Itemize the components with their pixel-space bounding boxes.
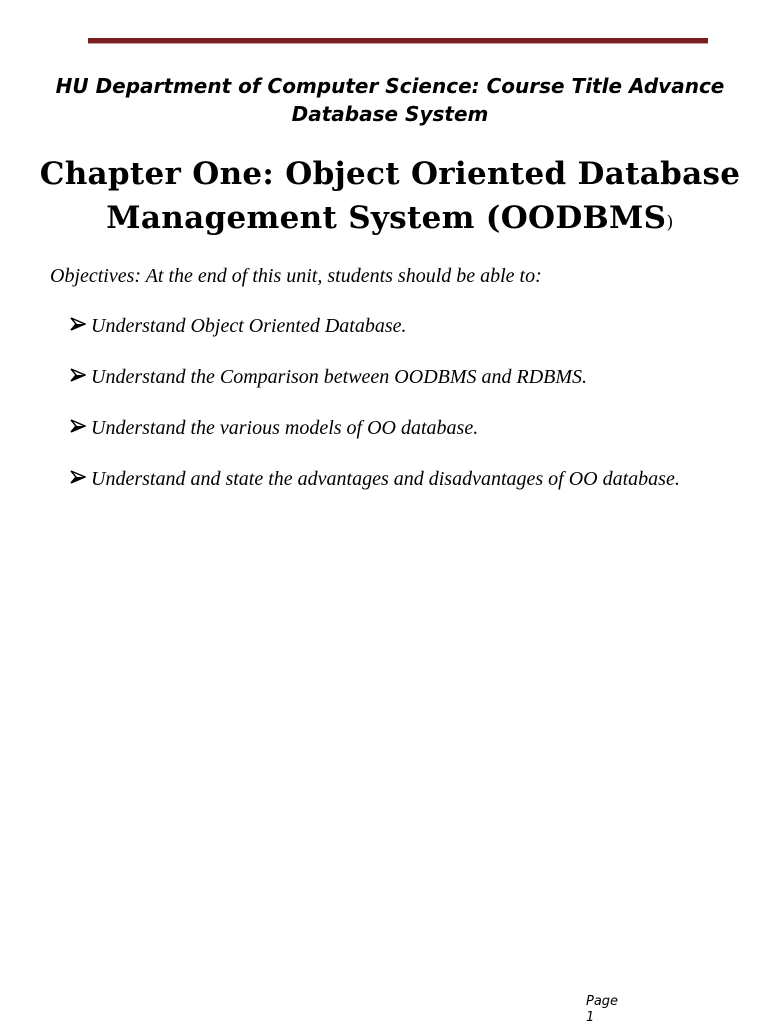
objective-item bbox=[70, 363, 710, 392]
page-label: Page bbox=[586, 994, 619, 1009]
chapter-title-close-paren: ) bbox=[666, 212, 674, 233]
objectives-list bbox=[70, 312, 710, 523]
objective-text: Understand Object Oriented Database. bbox=[91, 315, 407, 337]
objective-item bbox=[70, 458, 710, 501]
objectives-intro: Objectives: At the end of this unit, students should be able to: bbox=[50, 265, 542, 287]
chapter-title bbox=[30, 152, 750, 245]
arrowhead-bullet-icon bbox=[70, 367, 86, 383]
objective-text: Understand and state the advantages and disadvantages of OO database. bbox=[91, 468, 680, 490]
page-number: 1 bbox=[586, 1010, 595, 1025]
objective-item bbox=[70, 312, 710, 341]
arrowhead-bullet-icon bbox=[70, 316, 86, 332]
course-header: HU Department of Computer Science: Course Title Advance Database System bbox=[55, 74, 725, 126]
chapter-title-text: Chapter One: Object Oriented Database Management System (OODBMS bbox=[39, 156, 741, 236]
arrowhead-bullet-icon bbox=[70, 469, 86, 485]
objective-text: Understand the Comparison between OODBMS and RDBMS. bbox=[91, 366, 588, 388]
arrowhead-bullet-icon bbox=[70, 418, 86, 434]
top-divider-rule bbox=[88, 38, 708, 44]
objective-item bbox=[70, 414, 710, 443]
objective-text: Understand the various models of OO database. bbox=[91, 417, 479, 439]
page-number-footer bbox=[586, 994, 636, 1026]
